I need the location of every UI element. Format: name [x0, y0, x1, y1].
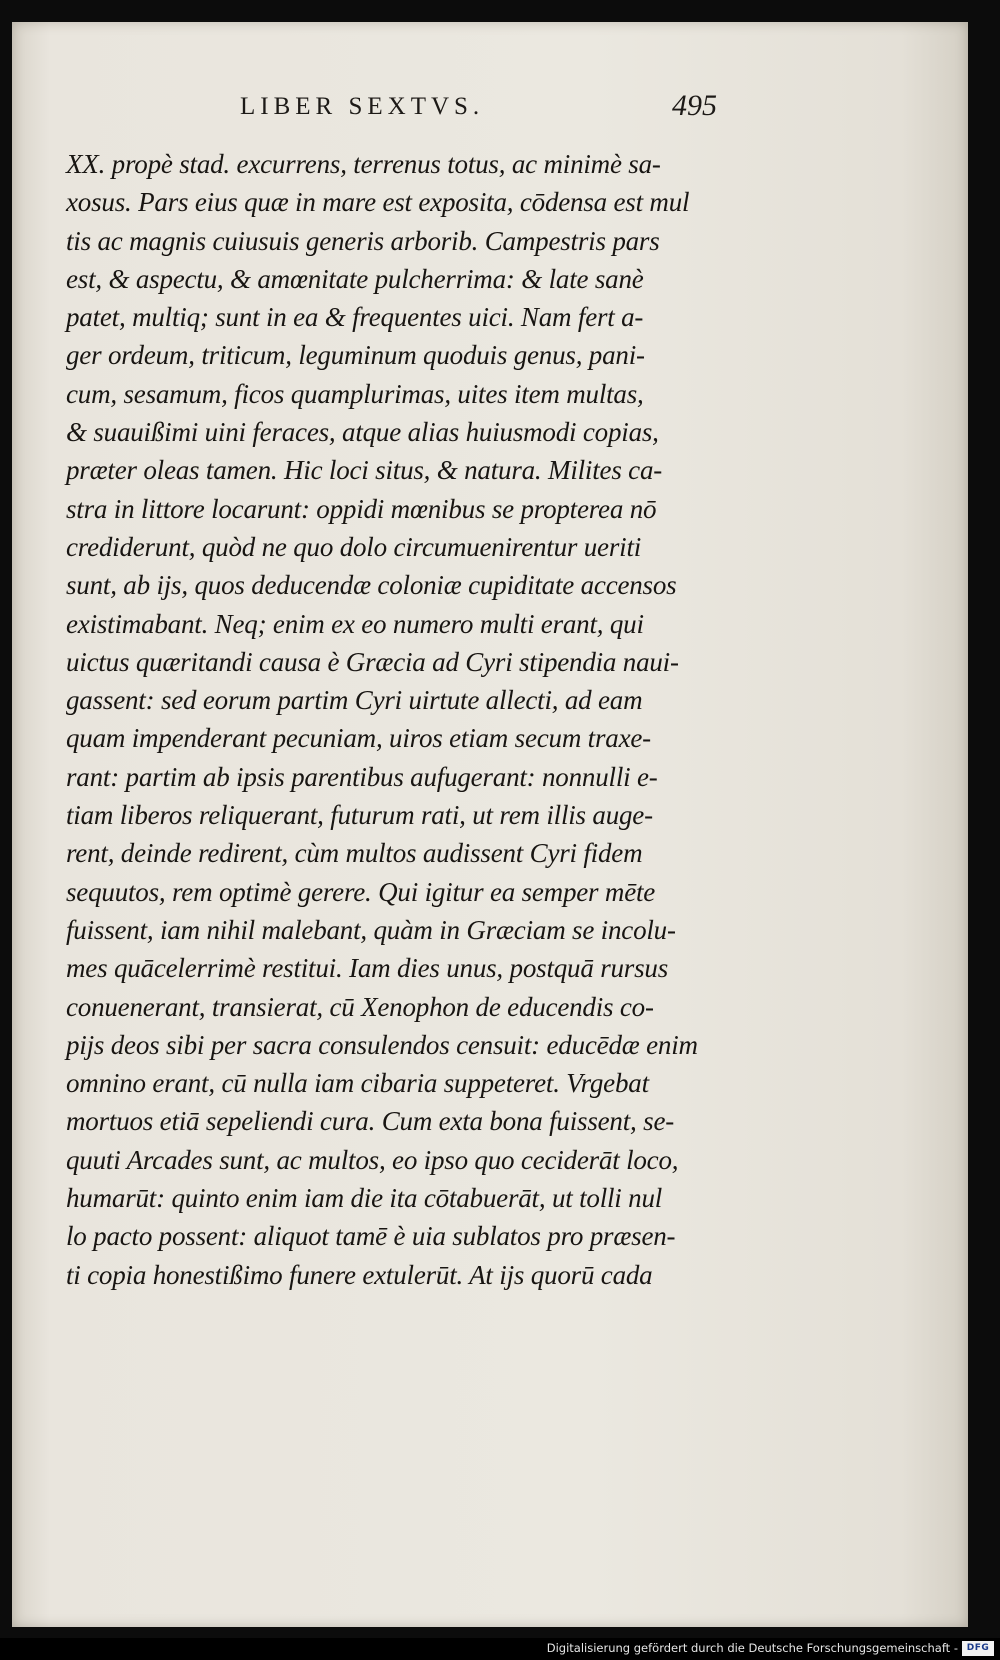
- text-line: omnino erant, cū nulla iam cibaria suppeteret. Vrgebat: [66, 1068, 649, 1099]
- text-line: tiam liberos reliquerant, futurum rati, ut rem illis auge-: [66, 800, 653, 831]
- dfg-logo: DFG: [962, 1641, 994, 1656]
- page-number: 495: [672, 89, 717, 122]
- text-line: tis ac magnis cuiusuis generis arborib. Campestris pars: [66, 225, 660, 256]
- text-line: præter oleas tamen. Hic loci situs, & natura. Milites ca-: [66, 455, 663, 486]
- text-line: fuissent, iam nihil malebant, quàm in Græciam se incolu-: [66, 914, 676, 945]
- text-line: humarūt: quinto enim iam die ita cōtabuerāt, ut tolli nul: [66, 1183, 663, 1214]
- text-line: crediderunt, quòd ne quo dolo circumuenirentur ueriti: [66, 531, 642, 562]
- text-line: mortuos etiā sepeliendi cura. Cum exta bona fuissent, se-: [66, 1106, 675, 1137]
- book-page: [12, 22, 968, 1627]
- text-line: xosus. Pars eius quæ in mare est exposita, cōdensa est mul: [66, 187, 690, 218]
- text-line: XX. propè stad. excurrens, terrenus totus, ac minimè sa-: [66, 149, 661, 179]
- running-head: LIBER SEXTVS.: [240, 93, 485, 120]
- body-text: [66, 145, 726, 1294]
- text-line: stra in littore locarunt: oppidi mœnibus se propterea nō: [66, 493, 657, 524]
- text-line: cum, sesamum, ficos quamplurimas, uites item multas,: [66, 378, 644, 409]
- text-line: quam impenderant pecuniam, uiros etiam secum traxe-: [66, 723, 651, 754]
- funding-credit: Digitalisierung gefördert durch die Deutsche Forschungsgemeinschaft -: [546, 1641, 958, 1655]
- text-line: ger ordeum, triticum, leguminum quoduis genus, pani-: [66, 340, 645, 371]
- text-line: sequutos, rem optimè gerere. Qui igitur ea semper mēte: [66, 876, 656, 907]
- text-line: conuenerant, transierat, cū Xenophon de educendis co-: [66, 991, 654, 1022]
- text-line: est, & aspectu, & amœnitate pulcherrima: & late sanè: [66, 263, 644, 294]
- text-line: gassent: sed eorum partim Cyri uirtute allecti, ad eam: [66, 685, 643, 716]
- text-line: quuti Arcades sunt, ac multos, eo ipso quo ceciderāt loco,: [66, 1144, 679, 1175]
- text-line: & suauißimi uini feraces, atque alias huiusmodi copias,: [66, 417, 659, 448]
- text-line: existimabant. Neq; enim ex eo numero multi erant, qui: [66, 608, 644, 639]
- text-line: rant: partim ab ipsis parentibus aufugerant: nonnulli e-: [66, 761, 658, 792]
- text-line: uictus quæritandi causa è Græcia ad Cyri stipendia naui-: [66, 646, 679, 677]
- page-header: [12, 89, 968, 133]
- text-line: lo pacto possent: aliquot tamē è uia sublatos pro præsen-: [66, 1221, 676, 1252]
- digitization-footer: [0, 1638, 1000, 1660]
- text-line: ti copia honestißimo funere extulerūt. At ijs quorū cada: [66, 1259, 653, 1290]
- text-line: mes quācelerrimè restitui. Iam dies unus, postquā rursus: [66, 953, 669, 984]
- text-line: rent, deinde redirent, cùm multos audissent Cyri fidem: [66, 838, 643, 869]
- text-line: sunt, ab ijs, quos deducendæ coloniæ cupiditate accensos: [66, 570, 677, 601]
- text-line: patet, multiq; sunt in ea & frequentes uici. Nam fert a-: [66, 302, 644, 333]
- text-line: pijs deos sibi per sacra consulendos censuit: educēdæ enim: [66, 1029, 698, 1060]
